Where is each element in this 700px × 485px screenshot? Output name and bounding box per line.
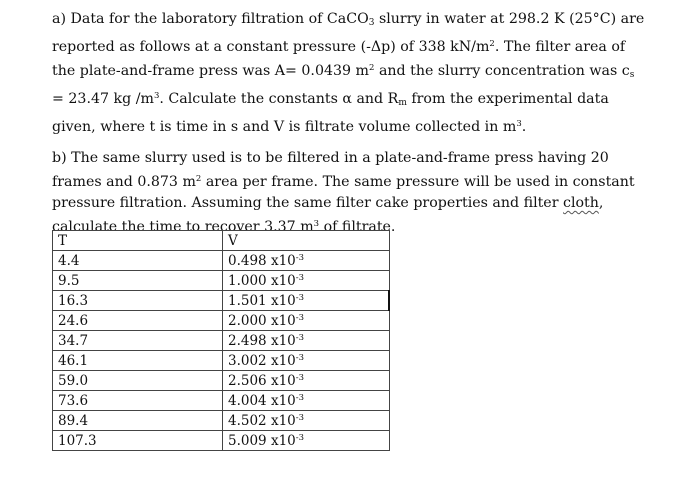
table-row xyxy=(53,431,390,451)
cell-v xyxy=(223,331,390,351)
part-b-line-3 xyxy=(52,193,682,214)
cell-v-exponent: -3 xyxy=(295,372,305,383)
part-a-text: from the experimental data xyxy=(406,91,609,107)
superscript: 2 xyxy=(369,63,375,73)
cell-v-exponent: -3 xyxy=(295,312,305,323)
superscript: 3 xyxy=(153,91,160,101)
cell-v-exponent-base: x10 xyxy=(270,432,296,449)
table-row xyxy=(53,331,390,351)
cell-v xyxy=(223,371,390,391)
column-header-v: V xyxy=(223,231,390,251)
cell-v-exponent-base: x10 xyxy=(270,252,296,269)
subscript: s xyxy=(629,70,635,80)
cell-t: 24.6 xyxy=(53,311,223,331)
cell-v-exponent: -3 xyxy=(295,332,305,343)
part-a-text: and the slurry concentration was c xyxy=(374,63,630,79)
table-row xyxy=(53,391,390,411)
cell-v xyxy=(223,251,390,271)
cell-v-exponent: -3 xyxy=(295,292,305,303)
part-b-text: of filtrate. xyxy=(319,219,396,235)
cell-v-mantissa: 1.501 xyxy=(228,292,271,309)
part-b-line-2 xyxy=(52,169,682,193)
problem-part-a xyxy=(52,9,682,138)
cell-t: 34.7 xyxy=(53,331,223,351)
part-a-text: = 23.47 kg /m xyxy=(52,91,154,107)
cell-v-mantissa: 3.002 xyxy=(228,352,271,369)
cell-v-exponent: -3 xyxy=(295,352,305,363)
part-a-text: . xyxy=(521,119,527,135)
part-a-text: given, where t is time in s and V is filtrate volume collected in m xyxy=(52,119,517,135)
cell-v-mantissa: 4.502 xyxy=(228,412,271,429)
cell-t: 73.6 xyxy=(53,391,223,411)
part-a-line-3 xyxy=(52,58,682,86)
cell-t: 59.0 xyxy=(53,371,223,391)
cell-v-exponent: -3 xyxy=(295,432,305,443)
cell-t: 4.4 xyxy=(53,251,223,271)
part-a-text: the plate-and-frame press was A= 0.0439 m xyxy=(52,63,370,79)
subscript: 3 xyxy=(368,18,375,28)
column-header-t: T xyxy=(53,231,223,251)
part-b-line-1 xyxy=(52,148,682,169)
cell-v-exponent-base: x10 xyxy=(270,332,296,349)
superscript: 3 xyxy=(313,219,320,229)
table-row xyxy=(53,351,390,371)
subscript: m xyxy=(398,98,407,108)
cell-t: 107.3 xyxy=(53,431,223,451)
superscript: 2 xyxy=(195,174,202,184)
cell-v-mantissa: 1.000 xyxy=(228,272,271,289)
superscript: 3 xyxy=(516,119,522,129)
part-b-text: pressure filtration. Assuming the same filter cake properties and filter xyxy=(52,195,563,211)
cell-v xyxy=(223,411,390,431)
cell-v-mantissa: 2.506 xyxy=(228,372,271,389)
table-row xyxy=(53,411,390,431)
part-a-line-4 xyxy=(52,86,682,114)
table-row xyxy=(53,271,390,291)
part-b-text: , xyxy=(598,195,604,211)
table-row xyxy=(53,291,390,311)
part-a-line-2 xyxy=(52,34,682,58)
cell-v-exponent-base: x10 xyxy=(270,312,296,329)
table-header-row xyxy=(53,231,390,251)
cell-t: 9.5 xyxy=(53,271,223,291)
part-a-text: . Calculate the constants α and R xyxy=(159,91,399,107)
part-a-text: slurry in water at 298.2 K (25°C) are xyxy=(374,11,645,27)
problem-part-b xyxy=(52,148,682,238)
part-a-text: reported as follows at a constant pressure (-Δp) of 338 kN/m xyxy=(52,39,490,55)
cell-v-exponent-base: x10 xyxy=(270,392,296,409)
part-b-text: area per frame. The same pressure will be used in constant xyxy=(201,174,635,190)
cell-v-exponent: -3 xyxy=(295,392,305,403)
table-row xyxy=(53,371,390,391)
cell-v xyxy=(223,391,390,411)
cell-v-exponent-base: x10 xyxy=(270,272,296,289)
cell-t: 16.3 xyxy=(53,291,223,311)
cell-v-exponent-base: x10 xyxy=(270,292,296,309)
cell-v-exponent-base: x10 xyxy=(270,412,296,429)
table-row xyxy=(53,251,390,271)
cell-t: 46.1 xyxy=(53,351,223,371)
cell-v xyxy=(223,271,390,291)
cell-v xyxy=(223,311,390,331)
cell-v-mantissa: 0.498 xyxy=(228,252,271,269)
cell-v-mantissa: 5.009 xyxy=(228,432,271,449)
part-a-line-5 xyxy=(52,114,682,138)
cell-v-mantissa: 2.000 xyxy=(228,312,271,329)
cell-v-exponent: -3 xyxy=(295,272,305,283)
cell-v xyxy=(223,351,390,371)
cell-v-exponent-base: x10 xyxy=(270,352,296,369)
cell-v-exponent: -3 xyxy=(295,412,305,423)
cell-v-exponent: -3 xyxy=(295,252,305,263)
cell-t: 89.4 xyxy=(53,411,223,431)
data-table xyxy=(52,230,390,451)
part-a-line-1 xyxy=(52,9,682,34)
part-a-text: . The filter area of xyxy=(494,39,626,55)
table-row xyxy=(53,311,390,331)
cell-v xyxy=(223,431,390,451)
part-b-text: calculate the time to recover 3.37 m xyxy=(52,219,314,235)
cell-v-mantissa: 4.004 xyxy=(228,392,271,409)
cell-v-mantissa: 2.498 xyxy=(228,332,271,349)
superscript: 2 xyxy=(489,39,495,49)
cell-v-exponent-base: x10 xyxy=(270,372,296,389)
part-b-text: frames and 0.873 m xyxy=(52,174,196,190)
part-a-text: a) Data for the laboratory filtration of CaCO xyxy=(52,11,369,27)
part-b-text: b) The same slurry used is to be filtered in a plate-and-frame press having 20 xyxy=(52,150,609,166)
spellcheck-underlined-word: cloth xyxy=(563,195,599,211)
cell-v xyxy=(223,291,390,311)
